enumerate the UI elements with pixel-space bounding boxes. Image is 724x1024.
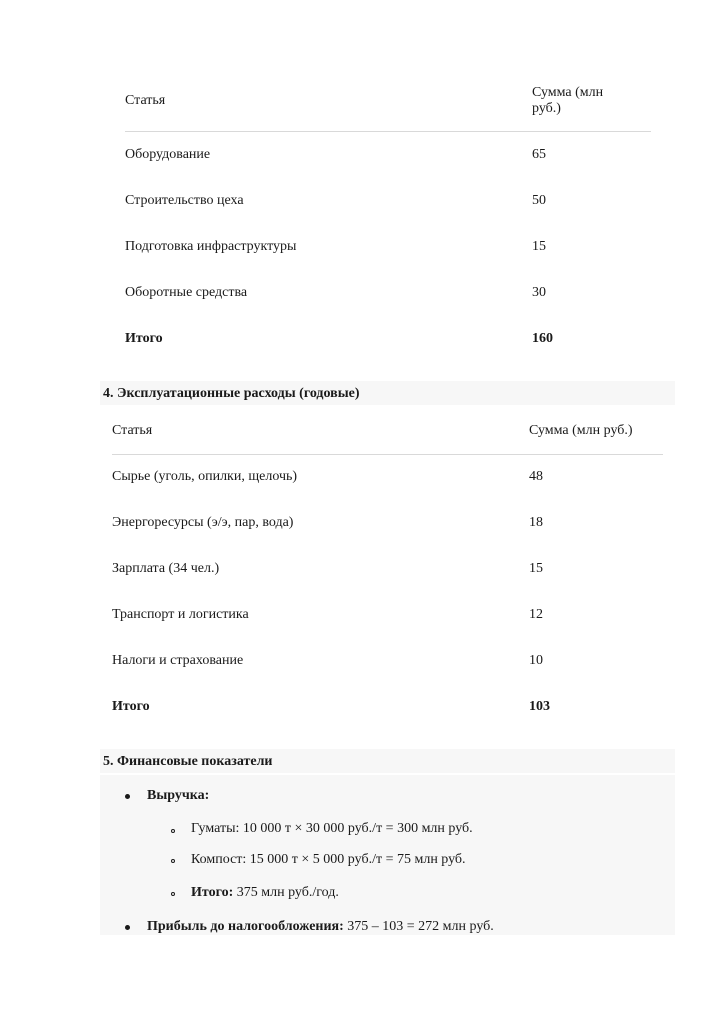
table-header-amount: Сумма (млн (532, 85, 604, 100)
table-header-divider (112, 454, 663, 455)
revenue-total-label: Итого: (191, 885, 234, 900)
profit-value: 375 – 103 = 272 млн руб. (343, 919, 494, 934)
table-cell-item: Строительство цеха (125, 193, 244, 208)
table-cell-amount: 10 (529, 653, 543, 668)
table-cell-amount: 15 (532, 239, 546, 254)
table-cell-amount: 30 (532, 285, 546, 300)
table-header-amount-cont: руб.) (532, 101, 561, 116)
circle-bullet-icon (171, 859, 175, 863)
table-cell-item: Сырье (уголь, опилки, щелочь) (112, 469, 298, 484)
table-header-amount: Сумма (млн руб.) (529, 423, 633, 438)
bullet-icon (125, 794, 130, 799)
table-cell-item: Энергоресурсы (э/э, пар, вода) (112, 515, 294, 530)
table-cell-item: Транспорт и логистика (112, 607, 249, 622)
circle-bullet-icon (171, 892, 175, 896)
table-cell-amount: 18 (529, 515, 543, 530)
table-cell-item: Оборотные средства (125, 285, 248, 300)
table-cell-item: Налоги и страхование (112, 653, 244, 668)
revenue-total-value: 375 млн руб./год. (233, 885, 339, 900)
table-total-label: Итого (125, 331, 163, 346)
circle-bullet-icon (171, 829, 175, 833)
revenue-label: Выручка: (147, 788, 210, 803)
profit-line (147, 919, 494, 935)
table-cell-amount: 65 (532, 147, 546, 162)
section-4-heading: 4. Эксплуатационные расходы (годовые) (103, 386, 360, 401)
table-total-amount: 160 (532, 331, 553, 346)
table-cell-amount: 12 (529, 607, 543, 622)
bullet-icon (125, 925, 130, 930)
profit-label: Прибыль до налогообложения: (147, 919, 344, 934)
table-cell-amount: 50 (532, 193, 546, 208)
revenue-item: Компост: 15 000 т × 5 000 руб./т = 75 млн руб. (191, 852, 466, 867)
section-5-heading: 5. Финансовые показатели (103, 754, 273, 769)
table-total-amount: 103 (529, 699, 550, 714)
table-cell-item: Зарплата (34 чел.) (112, 561, 220, 576)
table-total-label: Итого (112, 699, 150, 714)
revenue-item: Гуматы: 10 000 т × 30 000 руб./т = 300 млн руб. (191, 821, 473, 836)
table-cell-item: Оборудование (125, 147, 211, 162)
table-header-divider (125, 131, 651, 132)
table-header-item: Статья (125, 93, 166, 108)
table-cell-amount: 48 (529, 469, 543, 484)
table-header-item: Статья (112, 423, 153, 438)
revenue-total-line (191, 885, 339, 901)
table-cell-amount: 15 (529, 561, 543, 576)
table-cell-item: Подготовка инфраструктуры (125, 239, 297, 254)
